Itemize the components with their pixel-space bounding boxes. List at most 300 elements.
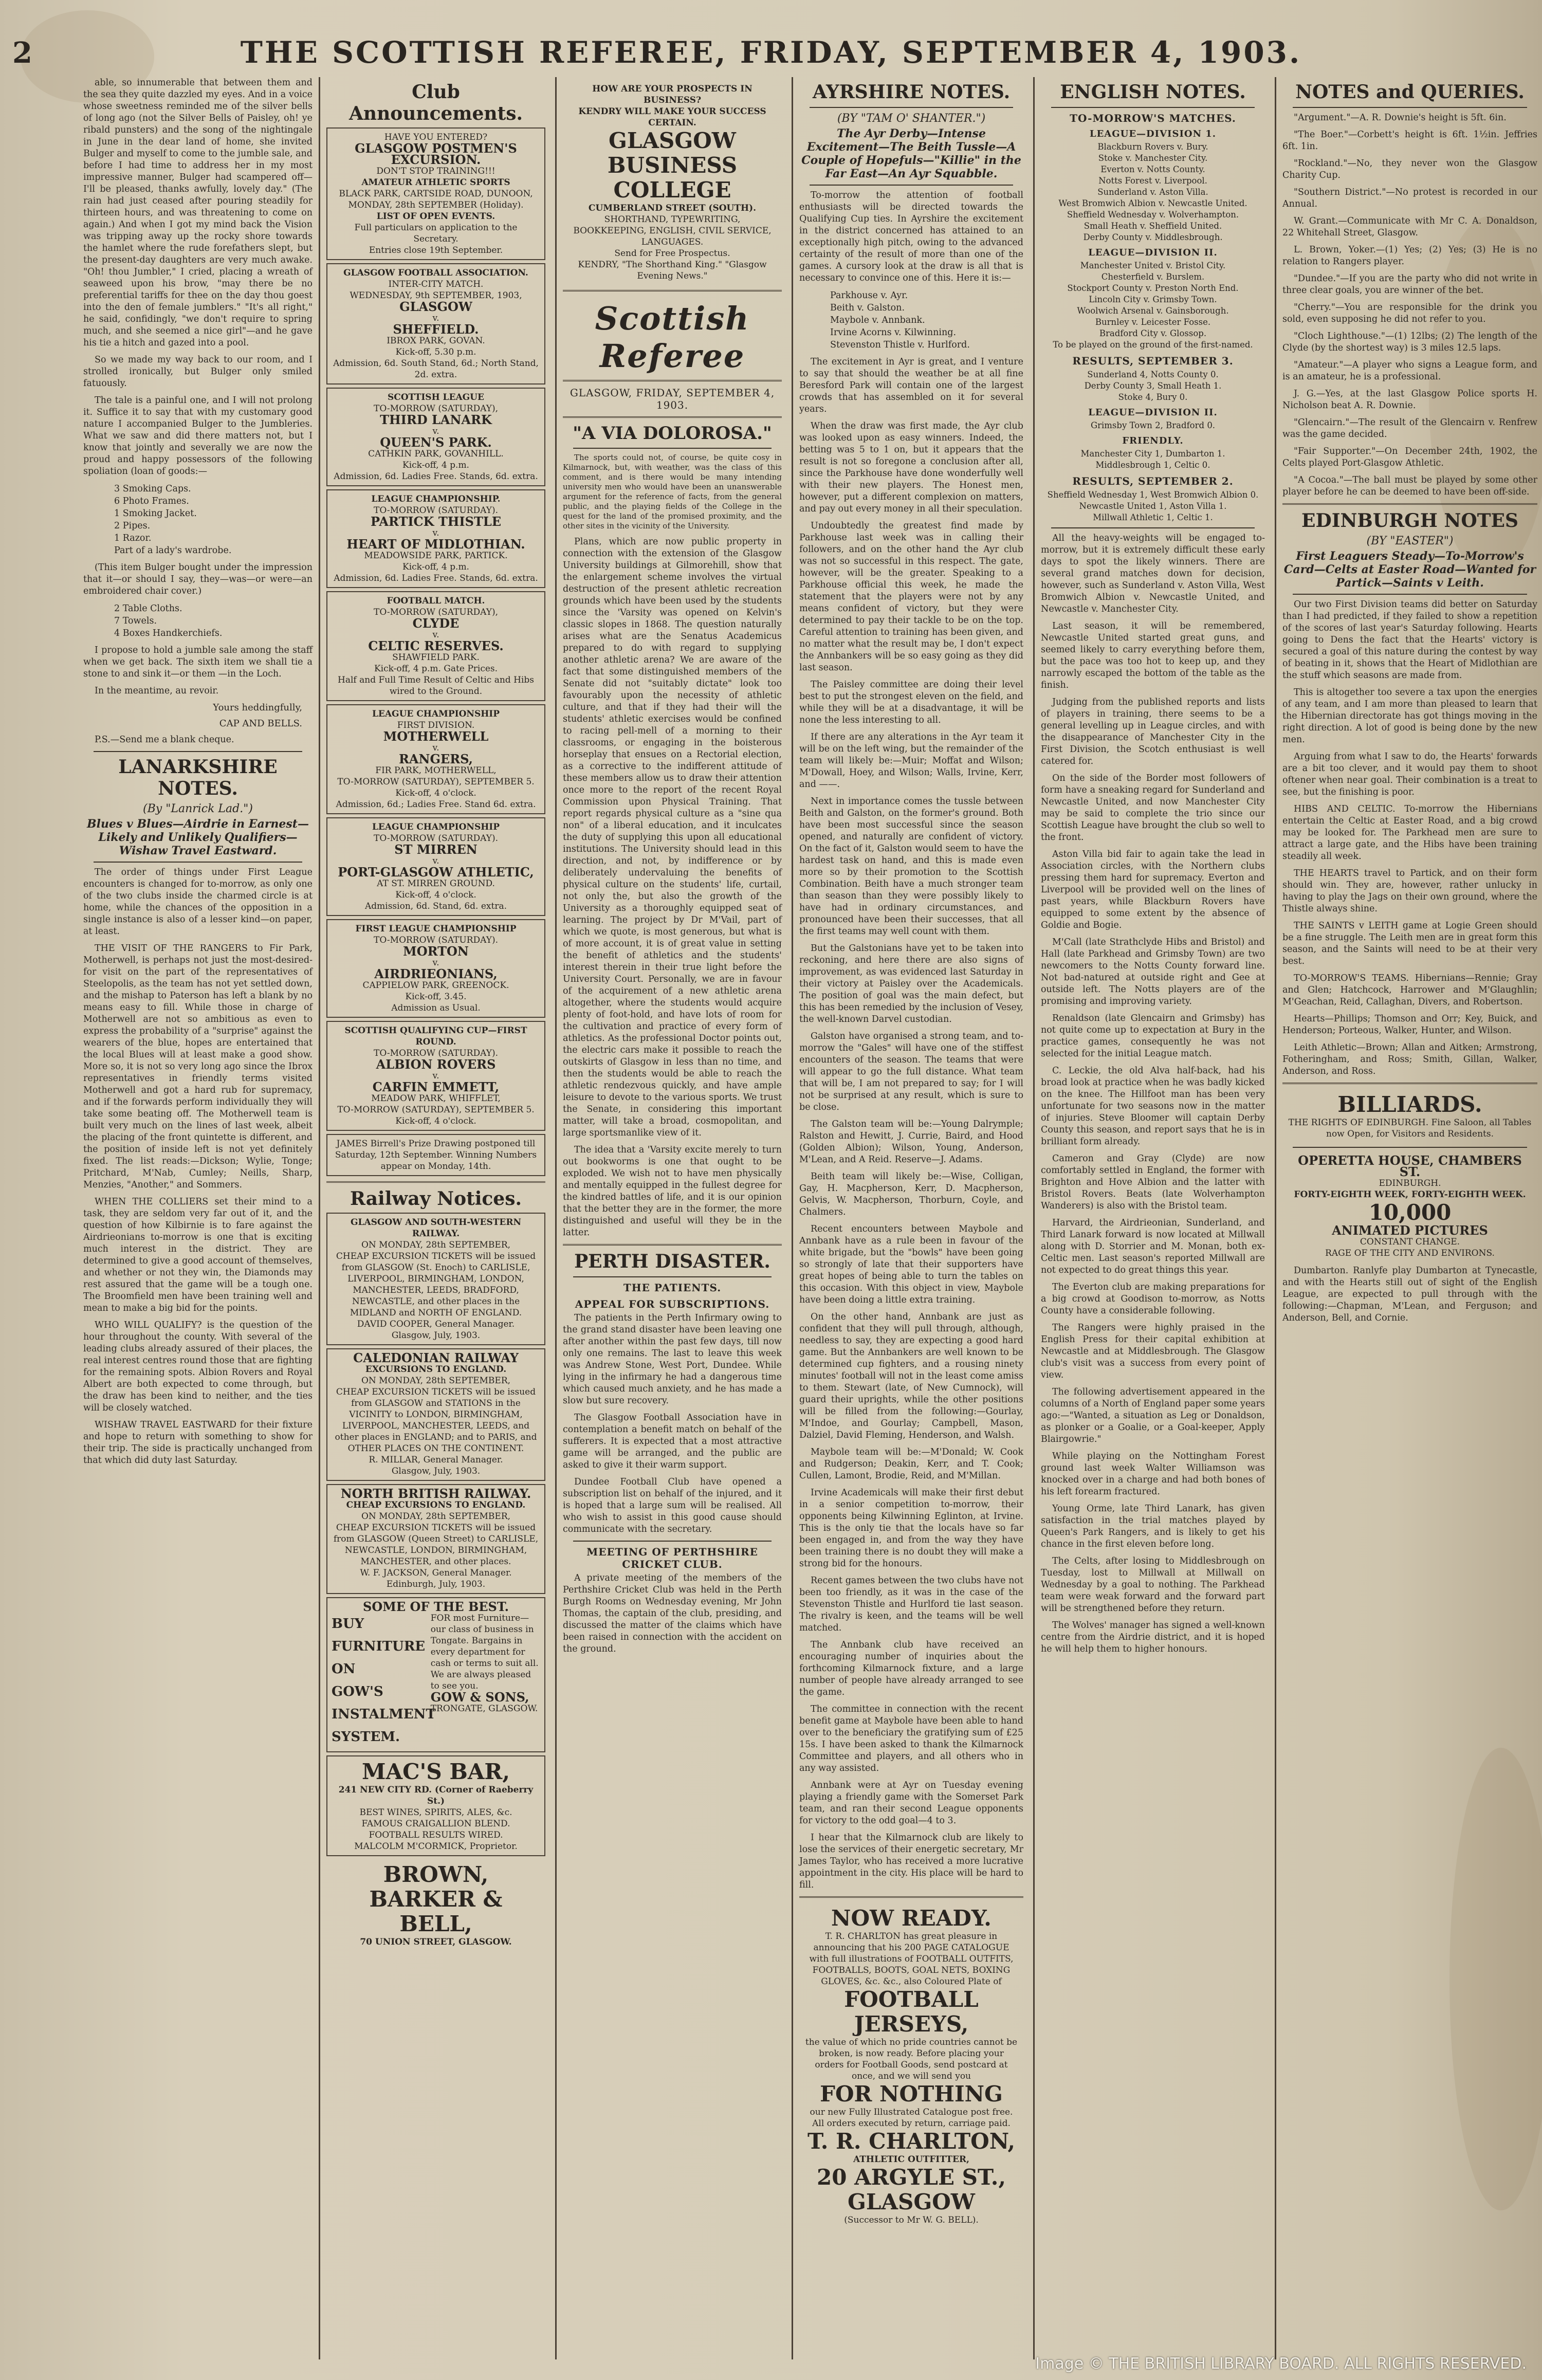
advert-gsw-railway	[326, 1213, 545, 1345]
article-paragraph: Renaldson (late Glencairn and Grimsby) has not quite come up to expectation at Bury in the practice games, consequently he was not selected for the initial League match.	[1041, 1013, 1265, 1059]
article-paragraph: The Rangers were highly praised in the English Press for their capital exhibition at Newcastle and at Middlesbrough. The Glasgow club's visit was a success from every point of view.	[1041, 1323, 1265, 1380]
newspaper-logo: Scottish Referee	[595, 300, 750, 375]
query-answer: W. Grant.—Communicate with Mr C. A. Donaldson, 22 Whitehall Street, Glasgow.	[1282, 216, 1537, 238]
ad-line: FORTY-EIGHTH WEEK, FORTY-EIGHTH WEEK.	[1294, 1189, 1526, 1200]
list-item: 1 Razor.	[114, 533, 152, 543]
ad-line: AMATEUR ATHLETIC SPORTS	[361, 177, 510, 188]
article-paragraph: Beith team will likely be:—Wise, Colligan, Gay, H. Macpherson, Kerr, D. Macpherson, Gelvis, W. Macpherson, Thorburn, Coyle, and Chalmers.	[799, 1171, 1023, 1217]
advert-business-college	[563, 80, 782, 285]
league-heading: LEAGUE—DIVISION 1.	[1089, 129, 1217, 139]
ad-line: LIST OF OPEN EVENTS.	[376, 211, 495, 222]
divider	[810, 185, 1013, 186]
article-paragraph: TO-MORROW'S TEAMS. Hibernians—Rennie; Gray and Glen; Hatchcock, Harrower and M'Glaughlin; M'Geachan, Reid, Callaghan, Divers, and Robertson.	[1282, 973, 1537, 1007]
ad-line: FIRST LEAGUE CHAMPIONSHIP	[355, 924, 517, 934]
ad-line: LEAGUE CHAMPIONSHIP	[372, 822, 500, 832]
article-paragraph: The Annbank club have received an encouraging number of inquiries about the forthcoming Kilmarnock fixture, and a large number of people have already arranged to see the game.	[799, 1640, 1023, 1697]
query-answer: "Dundee."—If you are the party who did not write in three clear goals, you are winner of the bet.	[1282, 273, 1537, 296]
ad-line: v.	[432, 743, 439, 753]
article-paragraph: The Celts, after losing to Middlesbrough on Tuesday, lost to Millwall at Millwall on Wednesday by a goal to nothing. The Parkhead team were weak forward and the forward part will be strengthened before they return.	[1041, 1556, 1265, 1614]
article-paragraph: M'Call (late Strathclyde Hibs and Bristol) and Hall (late Parkhead and Grimsby Town) are two newcomers to the Notts County forward line. Not bad-natured at outside right and Gee at outside left. The Notts players are of the promising and improving variety.	[1041, 937, 1265, 1006]
ad-title: MOTHERWELL	[383, 729, 489, 744]
ad-line: GLASGOW AND SOUTH-WESTERN RAILWAY.	[350, 1217, 521, 1239]
ad-title: NORTH BRITISH RAILWAY.	[340, 1486, 531, 1501]
ad-line: EDINBURGH.	[1379, 1178, 1441, 1188]
section-heading: ENGLISH NOTES.	[1060, 81, 1246, 103]
list-item: 4 Boxes Handkerchiefs.	[114, 628, 223, 638]
ad-line: DON'T STOP TRAINING!!!	[376, 166, 495, 176]
ad-line: Kick-off, 4 p.m.	[402, 562, 469, 572]
result: Sheffield Wednesday 1, West Bromwich Albion 0.	[1047, 490, 1259, 500]
ad-line: ON MONDAY, 28th SEPTEMBER,	[361, 1376, 511, 1386]
advert-albion-rovers	[326, 1021, 545, 1131]
ad-title: PORT-GLASGOW ATHLETIC,	[338, 865, 534, 880]
ad-line: Admission as Usual.	[391, 1003, 481, 1013]
advert-morton	[326, 919, 545, 1018]
article-paragraph: The Everton club are making preparations for a big crowd at Goodison to-morrow, as Notts County have a considerable following.	[1041, 1282, 1265, 1316]
ad-line: Glasgow, July, 1903.	[391, 1466, 481, 1476]
ad-line: Admission, 6d. South Stand, 6d.; North Stand, 2d. extra.	[333, 358, 539, 380]
league-heading: LEAGUE—DIVISION II.	[1088, 407, 1218, 418]
divider	[1282, 1083, 1537, 1084]
query-answer: "Rockland."—No, they never won the Glasgow Charity Cup.	[1282, 158, 1537, 180]
section-heading: EDINBURGH NOTES	[1301, 510, 1518, 532]
advert-operetta-house	[1282, 1152, 1537, 1262]
article-paragraph: HIBS AND CELTIC. To-morrow the Hibernians entertain the Celtic at Easter Road, and a big crowd may be looked for. The Parkhead men are sure to attract a large gate, and the Hibs have been training steadily all week.	[1282, 804, 1537, 862]
article-paragraph: The following advertisement appeared in the columns of a North of England paper some years ago:—"Wanted, a situation as Leg or Donaldson, as plonker or a Goalie, or a Goal-keeper, Apply Blairgowrie."	[1041, 1387, 1265, 1444]
subheading: MEETING OF PERTHSHIRE CRICKET CLUB.	[586, 1546, 758, 1570]
advert-partick-thistle	[326, 489, 545, 588]
section-heading: LANARKSHIRE NOTES.	[118, 756, 278, 799]
fixture: Chesterfield v. Burslem.	[1101, 272, 1205, 282]
leader-headline: "A VIA DOLOROSA."	[573, 423, 772, 444]
article-paragraph: On the other hand, Annbank are just as confident that they will pull through, although, needless to say, they are expecting a good hard game. But the Annbankers are well known to be determined cup fighters, and a rousing ninety minutes' football will not in the least come amiss to them. Stewart (late, of New Cumnock), will guard their uprights, while the other positions will be filled from the following:—Gourlay, M'Indoe, and Gourlay; Campbell, Mason, Dalziel, David Fleming, Henderson, and Walsh.	[799, 1312, 1023, 1440]
ad-line: THE RIGHTS OF EDINBURGH. Fine Saloon, all Tables now Open, for Visitors and Residents.	[1288, 1118, 1532, 1139]
article-paragraph: Arguing from what I saw to do, the Hearts' forwards are a bit too clever, and it would pay them to shoot oftener when near goal. Their combination is a treat to see, but the finishing is poor.	[1282, 752, 1537, 797]
article-paragraph: If there are any alterations in the Ayr team it will be on the left wing, but the remainder of the team will likely be:—Muir; Moffat and Wilson; M'Dowall, Hoey, and Wilson; Walls, Irvine, Kerr, and ——.	[799, 732, 1023, 790]
query-answer: "Fair Supporter."—On December 24th, 1902, the Celts played Port-Glasgow Athletic.	[1282, 446, 1537, 468]
fixture: Everton v. Notts County.	[1100, 164, 1205, 174]
column-2	[319, 77, 552, 2359]
ad-title: CLYDE	[412, 616, 460, 631]
ad-line: RAGE OF THE CITY AND ENVIRONS.	[1325, 1248, 1495, 1258]
fixture: Small Heath v. Sheffield United.	[1084, 221, 1222, 231]
copyright-watermark: Image © THE BRITISH LIBRARY BOARD. ALL RIGHTS RESERVED.	[1035, 2355, 1527, 2373]
ad-line: T. R. CHARLTON has great pleasure in announcing that his 200 PAGE CATALOGUE with full illustrations of FOOTBALL OUTFITS, FOOTBALLS, BOOTS, GOAL NETS, BOXING GLOVES, &c. &c., also Coloured Plate of	[809, 1931, 1014, 1987]
article-paragraph: Leith Athletic—Brown; Allan and Aitken; Armstrong, Fotheringham, and Ross; Smith, Gillan, Walker, Anderson, and Ross.	[1282, 1042, 1537, 1076]
divider	[1293, 594, 1527, 595]
article-paragraph: Dundee Football Club have opened a subscription list on behalf of the injured, and it is hoped that a large sum will be realised. All who wish to assist in this good cause should communicate with the secretary.	[563, 1477, 782, 1534]
ad-title: FOOTBALL JERSEYS,	[844, 1987, 979, 2037]
ad-line: Kick-off, 3.45.	[405, 992, 467, 1002]
article-paragraph: Annbank were at Ayr on Tuesday evening playing a friendly game with the Somerset Park team, and ran their second League opponents for victory to the odd goal—4 to 3.	[799, 1780, 1023, 1826]
article-paragraph: When the draw was first made, the Ayr club was looked upon as easy winners. Indeed, the betting was 5 to 1 on, but it appears that the result is not so foregone a conclusion after all, since the Parkhouse have done wonderfully well with their new players. The Honest men, however, put a different complexion on matters, and pay out every money in all their speculation.	[799, 421, 1023, 514]
article-paragraph: The Galston team will be:—Young Dalrymple; Ralston and Hewitt, J. Currie, Baird, and Hood (Golden Albion); Wilson, Young, Anderson, M'Lean, and A Reid. Reserve—J. Adams.	[799, 1119, 1023, 1165]
article-paragraph: Our two First Division teams did better on Saturday than I had predicted, if they failed to show a repetition of the scores of last year's Saturday following. Hearts going to Dens the fact that the Hearts' victory is secured a goal of this nature during the contest by way of beating in it, shows that the Heart of Midlothian are the stuff which seasons are made from.	[1282, 599, 1537, 681]
ad-body	[332, 1613, 540, 1748]
ad-title: THIRD LANARK	[380, 412, 492, 427]
ad-line: AT ST. MIRREN GROUND.	[377, 878, 495, 889]
fixture: Bradford City v. Glossop.	[1099, 328, 1207, 338]
advert-billiards	[1282, 1089, 1537, 1143]
ad-line: CATHKIN PARK, GOVANHILL.	[368, 449, 504, 459]
ad-title: ALBION ROVERS	[376, 1057, 496, 1072]
subheading: RESULTS, SEPTEMBER 3.	[1072, 355, 1234, 367]
ad-line: DAVID COOPER, General Manager.	[357, 1319, 515, 1329]
divider	[799, 1896, 1023, 1898]
ad-title: 20 ARGYLE ST., GLASGOW	[817, 2165, 1006, 2214]
ad-line: Half and Full Time Result of Celtic and Hibs wired to the Ground.	[338, 675, 534, 697]
ad-line: CHEAP EXCURSION TICKETS will be issued from GLASGOW and STATIONS in the VICINITY to LONDON, BIRMINGHAM, LIVERPOOL, MANCHESTER, LEEDS, and other places in ENGLAND; and to PARIS, and OTHER PLACES ON THE CONTINENT.	[335, 1387, 537, 1454]
byline: (BY "EASTER")	[1366, 535, 1454, 547]
ad-line: Entries close 19th September.	[369, 245, 503, 255]
ad-line: CHEAP EXCURSION TICKETS will be issued from GLASGOW (Queen Street) to CARLISLE, NEWCASTLE, LONDON, BIRMINGHAM, MANCHESTER, and other places.	[333, 1523, 539, 1567]
ad-line: TO-MORROW (SATURDAY), SEPTEMBER 5.	[337, 777, 535, 787]
section-heading: NOTES and QUERIES.	[1295, 81, 1525, 103]
ad-line: INSTALMENT	[332, 1707, 436, 1722]
ad-line: v.	[432, 528, 439, 538]
article-paragraph: Irvine Academicals will make their first debut in a senior competition to-morrow, their opponents being Kilwinning Eglinton, at Irvine. This is the only tie that the locals have so far been engaged in, and from the way they have been training there is no doubt they will make a strong bid for the honours.	[799, 1488, 1023, 1569]
masthead	[0, 21, 1542, 77]
ad-line: TO-MORROW (SATURDAY).	[374, 833, 498, 844]
divider	[563, 290, 782, 291]
article-paragraph: The tale is a painful one, and I will not prolong it. Suffice it to say that with my customary good nature I accompanied Bulger to the Jumbleries. What we saw and did there matters not, but I know that jointly and severally we are now the proud and happy possessors of the following spoliation (loan of goods:—	[83, 395, 313, 477]
subheading: THE PATIENTS.	[623, 1281, 722, 1294]
fixture: Blackburn Rovers v. Bury.	[1097, 142, 1208, 152]
ad-line: v.	[432, 1071, 439, 1081]
section-heading: PERTH DISASTER.	[574, 1251, 770, 1272]
fixture: Woolwich Arsenal v. Gainsborough.	[1077, 306, 1229, 316]
ad-line: LEAGUE CHAMPIONSHIP	[372, 709, 500, 719]
fixture: Sheffield Wednesday v. Wolverhampton.	[1067, 210, 1239, 219]
ad-line: v.	[432, 856, 439, 866]
article-paragraph: The Wolves' manager has signed a well-known centre from the Airdrie district, and it is hoped he will help them to higher honours.	[1041, 1620, 1265, 1654]
cup-draw-list	[830, 289, 1023, 351]
ad-line: Kick-off, 4 o'clock.	[395, 788, 476, 798]
article-paragraph: Galston have organised a strong team, and to-morrow the "Gales" will have one of the stiffest encounters of the season. The teams that were will appear to go the full distance. What team that will be, I am not prepared to say; for I will not be surprised at any result, which is sure to be close.	[799, 1031, 1023, 1112]
ad-title: CALEDONIAN RAILWAY	[353, 1350, 519, 1365]
article-paragraph: The idea that a 'Varsity excite merely to turn out bookworms is one that ought to be exploded. We wish not to have men physically and mentally equipped in the fullest degree for the kindred battles of life, and it is our opinion that the better they are in the former, the more distinguished and useful will they be in the latter.	[563, 1145, 782, 1238]
page-number: 2	[12, 36, 32, 70]
ad-line: FURNITURE	[332, 1639, 426, 1654]
article-paragraph: THE HEARTS travel to Partick, and on their form should win. They are, however, rather unlucky in having to play the Jags on their own ground, where the Thistle always shine.	[1282, 868, 1537, 914]
ad-title: SOME OF THE BEST.	[363, 1599, 509, 1614]
list-item: Parkhouse v. Ayr.	[830, 290, 908, 301]
ad-line: Kick-off, 4 p.m.	[402, 460, 469, 470]
fixture: To be played on the ground of the first-named.	[1053, 340, 1253, 350]
ad-line: (Successor to Mr W. G. BELL).	[844, 2215, 979, 2225]
ad-line: Admission, 6d.; Ladies Free. Stand 6d. extra.	[336, 799, 536, 810]
article-paragraph: To-morrow the attention of football enthusiasts will be directed towards the Qualifying Cup ties. In Ayrshire the excitement in the district concerned has attained to an exceptionally high pitch, owing to the advanced certainty of the result of more than one of the games. A cursory look at the draw is all that is necessary to convince one of this. Here it is:—	[799, 190, 1023, 283]
fixture: Notts Forest v. Liverpool.	[1098, 176, 1207, 186]
query-answer: L. Brown, Yoker.—(1) Yes; (2) Yes; (3) He is no relation to Rangers player.	[1282, 245, 1537, 267]
article-paragraph: The Paisley committee are doing their level best to put the strongest eleven on the field, and while they will be at a disadvantage, it will be none the less interesting to all.	[799, 680, 1023, 725]
postscript: P.S.—Send me a blank cheque.	[95, 735, 234, 745]
ad-line: TO-MORROW (SATURDAY), SEPTEMBER 5.	[337, 1105, 535, 1115]
ad-line: MEADOWSIDE PARK, PARTICK.	[364, 551, 508, 561]
article-paragraph: able, so innumerable that between them and the sea they quite dazzled my eyes. And in a voice whose sweetness reminded me of the silver bells of long ago (not the Silver Bells of Paisley, oh! ye ribald punsters) and the song of the nightingale in June in the dear land of home, she invited Bulger and myself to come to the jumble sale, and before I had time to address her in my most impressive manner, Bulger had scampered off—I'll be pleased, thanks awfully, lovely day." (The rain had just ceased after pouring steadily for thirteen hours, and was threatening to come on again.) And when I got my mind back the Vision was tripping away up the rocky shore towards the hamlet where the rude forefathers slept, but the present-day daughters are very much awake. "Oh! thou Jumbler," I cried, placing a wreath of seaweed upon his brow, "may there be no preferential tariffs for thee on the day thou goest into the den of female jumblers." "It's all right," he said, confidingly, "we don't require to spring much, and she seemed a nice girl"—and he gave his tie a hitch and gazed into a pool.	[83, 78, 313, 348]
ad-line: GLASGOW FOOTBALL ASSOCIATION.	[343, 268, 528, 278]
query-answer: "Amateur."—A player who signs a League form, and is an amateur, he is a professional.	[1282, 360, 1537, 382]
article-paragraph: Next in importance comes the tussle between Beith and Galston, on the former's ground. Both have been most successful since the season opened, and naturally are confident of victory. On the fact of it, Galston would seem to have the hardest task on hand, and this is made even more so by their promotion to the Scottish Combination. Beith have a much stronger team than season than they were possibly likely to have had in ordinary circumstances, and pronounced have been their successes, that all the first teams may well count with them.	[799, 796, 1023, 937]
ad-title: HEART OF MIDLOTHIAN.	[346, 537, 525, 552]
ad-title: QUEEN'S PARK.	[380, 435, 492, 450]
byline: (BY "TAM O' SHANTER.")	[837, 112, 986, 125]
ad-line: MONDAY, 28th SEPTEMBER (Holiday).	[348, 200, 524, 210]
result: Millwall Athletic 1, Celtic 1.	[1093, 512, 1213, 522]
fixture: Derby County v. Middlesbrough.	[1083, 232, 1223, 242]
article-paragraph: On the side of the Border most followers of form have a sneaking regard for Sunderland and Newcastle United, and now Manchester City may be said to complete the trio since our Scottish League have brought the club so well to the front.	[1041, 773, 1265, 843]
article-paragraph: In the meantime, au revoir.	[95, 686, 219, 696]
article-paragraph: The order of things under First League encounters is changed for to-morrow, as only one of the two clubs inside the charmed circle is at home, while the chances of the opposition in a single instance is also of a lesser kind—on paper, at least.	[83, 867, 313, 937]
dateline: GLASGOW, FRIDAY, SEPTEMBER 4, 1903.	[570, 387, 775, 411]
ad-line: Glasgow, July, 1903.	[391, 1330, 481, 1341]
ad-line: GOW'S	[332, 1684, 383, 1699]
ad-line: CHEAP EXCURSIONS TO ENGLAND.	[346, 1500, 526, 1510]
column-5	[1033, 77, 1271, 2359]
ad-title: CARFIN EMMETT,	[372, 1079, 500, 1094]
ad-line: FOOTBALL RESULTS WIRED.	[369, 1830, 503, 1840]
subheading: First Leaguers Steady—To-Morrow's Card—Celts at Easter Road—Wanted for Partick—Saints v Leith.	[1283, 550, 1536, 590]
column-4	[792, 77, 1030, 2359]
list-item: Maybole v. Annbank.	[830, 315, 925, 325]
article-paragraph: Young Orme, late Third Lanark, has given satisfaction in the trial matches played by Queen's Park Rangers, and is likely to get his chance in the first eleven before long.	[1041, 1504, 1265, 1549]
query-answer: "Argument."—A. R. Downie's height is 5ft. 6in.	[1294, 113, 1507, 123]
league-heading: LEAGUE—DIVISION II.	[1088, 247, 1218, 258]
ad-line: TO-MORROW (SATURDAY).	[374, 935, 498, 945]
query-answer: "Glencairn."—The result of the Glencairn v. Renfrew was the game decided.	[1282, 417, 1537, 440]
ad-line: the value of which no pride countries cannot be broken, is now ready. Before placing your orders for Football Goods, send postcard at once, and we will send you	[805, 2037, 1018, 2081]
divider	[563, 1244, 782, 1246]
article-paragraph: The patients in the Perth Infirmary owing to the grand stand disaster have been leaving one after another within the past few days, till now only one remains. The last to leave this week was Andrew Stone, West Port, Dundee. While lying in the infirmary he had a dangerous time which caused much anxiety, and he has made a slow but sure recovery.	[563, 1313, 782, 1406]
ad-line: FOOTBALL MATCH.	[387, 596, 485, 606]
ad-line: EXCURSIONS TO ENGLAND.	[365, 1364, 507, 1375]
ad-title: T. R. CHARLTON,	[807, 2129, 1016, 2154]
advert-third-lanark	[326, 388, 545, 486]
ad-title: ST MIRREN	[394, 842, 478, 857]
article-paragraph: The excitement in Ayr is great, and I venture to say that should the weather be at all fine Beresford Park will contain one of the largest crowds that has assembled on it for several years.	[799, 357, 1023, 414]
article-paragraph: THE SAINTS v LEITH game at Logie Green should be a fine struggle. The Leith men are in great form this season, and the Saints will need to be at their very best.	[1282, 921, 1537, 966]
fixture: Stoke v. Manchester City.	[1098, 153, 1208, 163]
list-item: Stevenston Thistle v. Hurlford.	[830, 340, 970, 350]
ad-line: KENDRY WILL MAKE YOUR SUCCESS CERTAIN.	[578, 106, 766, 128]
ad-line: KENDRY, "The Shorthand King." "Glasgow Evening News."	[578, 260, 767, 281]
ad-line: SYSTEM.	[332, 1729, 400, 1745]
divider	[1051, 107, 1255, 108]
ad-line: INTER-CITY MATCH.	[388, 279, 484, 289]
article-paragraph: Hearts—Phillips; Thomson and Orr; Key, Buick, and Henderson; Porteous, Walker, Hunter, and Wilson.	[1282, 1014, 1537, 1036]
divider	[326, 1181, 545, 1183]
fixture: Sunderland v. Aston Villa.	[1097, 187, 1208, 197]
article-paragraph: Undoubtedly the greatest find made by Parkhouse last week was in calling their followers, and on the other hand the Ayr club was not so successful in this respect. The gate, however, will be the greater. Speaking to a Parkhouse official this week, he made the statement that the players were not by any means confident of victory, but they were determined to pay their tackle to be on the top. Careful attention to training has been given, and no matter what the result may be, I don't expect the Annbankers will be so easy going as they did last season.	[799, 521, 1023, 673]
ad-line: W. F. JACKSON, General Manager.	[360, 1568, 512, 1578]
list-item: Irvine Acorns v. Kilwinning.	[830, 327, 957, 338]
advert-postmen-sports	[326, 127, 545, 260]
ad-line: Kick-off, 5.30 p.m.	[395, 347, 476, 357]
ad-line: JAMES Birrell's Prize Drawing postponed till Saturday, 12th September. Winning Numbers appear on Monday, 14th.	[335, 1139, 537, 1171]
ad-title: BILLIARDS.	[1337, 1092, 1482, 1117]
advert-north-british-railway	[326, 1484, 545, 1594]
column-6	[1275, 77, 1542, 2359]
ad-line: our new Fully Illustrated Catalogue post free. All orders executed by return, carriage paid.	[810, 2107, 1013, 2129]
divider	[563, 416, 782, 418]
ad-line: SCOTTISH QUALIFYING CUP—FIRST ROUND.	[344, 1026, 527, 1047]
ad-title: 10,000	[1368, 1200, 1452, 1225]
ad-line: SHAWFIELD PARK.	[392, 652, 480, 663]
ad-line: CONSTANT CHANGE.	[1360, 1237, 1460, 1247]
purchase-list	[114, 483, 313, 557]
list-item: 7 Towels.	[114, 616, 157, 626]
article-paragraph: But the Galstonians have yet to be taken into reckoning, and here there are also signs of improvement, as was evidenced last Saturday in their victory at Paisley over the Academicals. The position of goal was the main defect, but this has been remedied by the inclusion of Vesey, the well-known Darvel custodian.	[799, 943, 1023, 1024]
article-paragraph: Cameron and Gray (Clyde) are now comfortably settled in England, the former with Brighton and Hove Albion and the latter with Bristol Rovers. Beats (late Wolverhampton Wanderers) is also with the Bristol team.	[1041, 1154, 1265, 1211]
fixture: Stockport County v. Preston North End.	[1067, 283, 1239, 293]
article-paragraph: Aston Villa bid fair to again take the lead in Association circles, with the Northern clubs pressing them hard for supremacy. Everton and Liverpool will be provided well on the lines of past years, while Blackburn Rovers have equipped to some extent by the absence of Goldie and Bogie.	[1041, 849, 1265, 930]
byline: (By "Lanrick Lad.")	[143, 802, 253, 815]
article-paragraph: WHO WILL QUALIFY? is the question of the hour throughout the county. With several of the leading clubs already assured of their places, the real interest centres round those that are fighting for the remaining spots. Albion Rovers and Royal Albert are both expected to come through, but the draw has been kind to neither, and the ties will be closely watched.	[83, 1320, 313, 1413]
article-paragraph: Recent games between the two clubs have not been too friendly, as it was in the case of the Stevenston Thistle and Hurlford tie last season. The rivalry is keen, and the teams will be well matched.	[799, 1576, 1023, 1633]
list-item: 2 Table Cloths.	[114, 603, 182, 614]
masthead-title: THE SCOTTISH REFEREE, FRIDAY, SEPTEMBER 4, 1903.	[240, 35, 1302, 70]
subheading: Blues v Blues—Airdrie in Earnest—Likely and Unlikely Qualifiers—Wishaw Travel Eastward.	[87, 817, 309, 857]
ad-title: GOW & SONS,	[430, 1690, 529, 1705]
advert-birrell-draw	[326, 1134, 545, 1176]
divider	[810, 107, 1013, 108]
article-paragraph: The sports could not, of course, be quite cosy in Kilmarnock, but, with weather, was the class of this comment, and is there would be many intending university men who would have been an unanswerable argument for the reference of facts, from the general public, and the playing fields of the College in the quest for the land of the promised proximity, and the other sites in the vicinity of the University.	[563, 453, 782, 530]
divider	[1051, 527, 1255, 528]
ad-title: BROWN,	[383, 1862, 489, 1887]
ad-line: CUMBERLAND STREET (SOUTH).	[588, 203, 757, 213]
ad-title: NOW READY.	[831, 1906, 992, 1931]
subheading: APPEAL FOR SUBSCRIPTIONS.	[575, 1298, 770, 1310]
ad-line: MALCOLM M'CORMICK, Proprietor.	[354, 1841, 518, 1852]
advert-motherwell	[326, 704, 545, 814]
ad-line: v.	[432, 313, 439, 323]
list-item: 1 Smoking Jacket.	[114, 508, 197, 519]
article-paragraph: C. Leckie, the old Alva half-back, had his broad look at practice when he was badly kicked on the knee. The Hillfoot man has been very unfortunate for two seasons now in the matter of injuries. Steve Bloomer will captain Derby County this season, and report says that he is in brilliant form already.	[1041, 1066, 1265, 1147]
article-paragraph: WHEN THE COLLIERS set their mind to a task, they are seldom very far out of it, and the question of how Kilbirnie is to fare against the Airdrieonians to-morrow is one that is exciting much interest in the district. They are determined to give a good account of themselves, and whether or not they win, the Diamonds may rest assured that the game will be a tough one. The Broomfield men have been training well and mean to make a big bid for the points.	[83, 1197, 313, 1313]
query-answer: "The Boer."—Corbett's height is 6ft. 1½in. Jeffries 6ft. 1in.	[1282, 130, 1537, 152]
ad-title: MAC'S BAR,	[362, 1759, 510, 1784]
query-answer: "Cloch Lighthouse."—(1) 12lbs; (2) The length of the Clyde (by the shortest way) is 3 miles 12.5 laps.	[1282, 331, 1537, 353]
ad-line: BLACK PARK, CARTSIDE ROAD, DUNOON,	[339, 189, 533, 199]
divider	[1282, 503, 1537, 505]
divider	[573, 448, 772, 449]
article-paragraph: While playing on the Nottingham Forest ground last week Walter Williamson was knocked over in a charge and had both bones of his left forearm fractured.	[1041, 1451, 1265, 1497]
list-item: 6 Photo Frames.	[114, 496, 189, 506]
ad-title: BUSINESS COLLEGE	[607, 153, 738, 203]
ad-line: BUY	[332, 1616, 364, 1632]
fixture: Burnley v. Leicester Fosse.	[1095, 317, 1211, 327]
ad-line: ON	[332, 1661, 356, 1677]
ad-title: MORTON	[403, 944, 469, 959]
column-1	[77, 77, 319, 2359]
ad-line: TRONGATE, GLASGOW.	[430, 1704, 538, 1714]
ad-line: v.	[432, 958, 439, 968]
ad-line: SCOTTISH LEAGUE	[388, 392, 484, 402]
divider	[1293, 107, 1527, 108]
subheading: TO-MORROW'S MATCHES.	[1070, 112, 1236, 124]
ad-line: SHORTHAND, TYPEWRITING, BOOKKEEPING, ENGLISH, CIVIL SERVICE, LANGUAGES.	[573, 214, 772, 247]
list-item: Part of a lady's wardrobe.	[114, 545, 232, 556]
article-paragraph: I propose to hold a jumble sale among the staff when we get back. The sixth item we shall tie a stone to and sink it—or them —in the Loch.	[83, 645, 313, 679]
list-item: Beith v. Galston.	[830, 303, 905, 313]
divider	[94, 751, 302, 752]
signoff: Yours heddingfully,	[213, 702, 302, 713]
ad-line: ATHLETIC OUTFITTER,	[853, 2154, 969, 2165]
article-paragraph: All the heavy-weights will be engaged to-morrow, but it is extremely difficult these early days to spot the likely winners. There are several grand matches down for decision, however, such as Sunderland v. Aston Villa, West Bromwich Albion v. Newcastle United, and Newcastle v. Manchester City.	[1041, 533, 1265, 614]
query-answer: "Cherry."—You are responsible for the drink you sold, even supposing he did not refer to you.	[1282, 302, 1537, 324]
ad-line: Send for Free Prospectus.	[614, 248, 730, 259]
ad-title: ANIMATED PICTURES	[1332, 1223, 1488, 1238]
advert-caledonian-railway	[326, 1348, 545, 1481]
list-item: 2 Pipes.	[114, 521, 151, 531]
divider	[573, 1276, 772, 1277]
article-paragraph: I hear that the Kilmarnock club are likely to lose the services of their energetic secretary, Mr James Taylor, who has received a more lucrative appointment in the city. His place will be hard to fill.	[799, 1833, 1023, 1890]
section-heading: Club Announcements.	[348, 81, 523, 124]
advert-st-mirren	[326, 817, 545, 916]
ad-line: v.	[432, 426, 439, 436]
ad-line: Kick-off, 4 o'clock.	[395, 1116, 476, 1126]
result: Sunderland 4, Notts County 0.	[1087, 370, 1219, 379]
ad-title: OPERETTA HOUSE, CHAMBERS ST.	[1298, 1153, 1522, 1179]
article-paragraph: THE VISIT OF THE RANGERS to Fir Park, Motherwell, is perhaps not just the most-desired-for visit on the part of the representatives of Steelopolis, as the team has not yet settled down, and the mishap to Paterson has left a blank by no means easy to fill. While those in charge of Motherwell are not so ambitious as even to express the probability of a "surprise" against the wearers of the blue, hopes are entertained that the local Blues will at least make a good show. More so, it is not so very long ago since the Ibrox representatives in friendly terms visited Motherwell and got a hard rub for supremacy, and if the forwards perform individually they will take some beating off. The Motherwell team is built very much on the lines of last week, albeit the placing of the front quintette is different, and the position of inside left is not yet definitely fixed. The list reads:—Dickson; Wylie, Tonge; Pritchard, M'Nab, Cumley; Neills, Sharp, Menzies, "Another," and Sommers.	[83, 943, 313, 1190]
ad-line: TO-MORROW (SATURDAY).	[374, 1048, 498, 1058]
divider	[573, 1541, 772, 1542]
ad-title: CELTIC RESERVES.	[368, 638, 504, 653]
ad-line: BEST WINES, SPIRITS, ALES, &c.	[359, 1807, 512, 1818]
article-paragraph: This is altogether too severe a tax upon the energies of any team, and I am more than pleased to learn that the Hibernian directorate has got things moving in the right direction. A lot of good is being done by the new men.	[1282, 687, 1537, 745]
article-paragraph: (This item Bulger bought under the impression that it—or should I say, they—was—or were—an embroidered chair cover.)	[83, 562, 313, 596]
ad-line: R. MILLAR, General Manager.	[369, 1455, 503, 1465]
article-paragraph: A private meeting of the members of the Perthshire Cricket Club was held in the Perth Burgh Rooms on Wednesday evening, Mr John Thomas, the captain of the club, presiding, and discussed the matter of the claims which have been raised in connection with the accident on the ground.	[563, 1573, 782, 1654]
article-paragraph: Recent encounters between Maybole and Annbank have as a rule been in favour of the white brigade, but the "bowls" have been going so strongly of late that their supporters have great hopes of being able to turn the tables on this occasion. With this object in view, Maybole have been doing a little extra training.	[799, 1224, 1023, 1305]
list-item: 3 Smoking Caps.	[114, 484, 191, 494]
query-answer: "Southern District."—No protest is recorded in our Annual.	[1282, 187, 1537, 209]
ad-line: Kick-off, 4 o'clock.	[395, 890, 476, 900]
subheading: The Ayr Derby—Intense Excitement—The Beith Tussle—A Couple of Hopefuls—"Killie" in the Far East—An Ayr Squabble.	[801, 127, 1021, 180]
ad-line: HAVE YOU ENTERED?	[384, 132, 488, 142]
ad-line: IBROX PARK, GOVAN.	[387, 336, 485, 346]
result: Grimsby Town 2, Bradford 0.	[1090, 420, 1216, 430]
divider	[563, 380, 782, 381]
ad-line: FOR most Furniture—our class of business in Tongate. Bargains in every department for cash or terms to suit all. We are always pleased to see you.	[430, 1613, 539, 1691]
result: Newcastle United 1, Aston Villa 1.	[1079, 501, 1227, 511]
ad-line: TO-MORROW (SATURDAY),	[374, 404, 498, 414]
ad-title: GLASGOW	[609, 128, 736, 153]
advert-intercity-match	[326, 263, 545, 385]
article-paragraph: Harvard, the Airdrieonian, Sunderland, and Third Lanark forward is now located at Millwall along with D. Storrier and M. Monan, both ex-Celtic men. Last season's reported Millwall are not expected to do great things this year.	[1041, 1218, 1265, 1275]
ad-line: LEAGUE CHAMPIONSHIP.	[371, 494, 501, 504]
advert-clyde	[326, 591, 545, 701]
ad-line: Admission, 6d. Ladies Free. Stands, 6d. extra.	[334, 471, 538, 482]
ad-line: Edinburgh, July, 1903.	[386, 1579, 486, 1589]
article-paragraph: Last season, it will be remembered, Newcastle United started great guns, and seemed likely to carry everything before them, but the pace was too hot to keep up, and they narrowly escaped the bottom of the table as the finish.	[1041, 621, 1265, 690]
ad-line: Full particulars on application to the Secretary.	[354, 223, 518, 244]
fixture: West Bromwich Albion v. Newcastle United.	[1058, 198, 1247, 208]
ad-line: FIRST DIVISION.	[397, 720, 475, 730]
ad-line: 241 NEW CITY RD. (Corner of Raeberry St.)	[338, 1785, 534, 1806]
ad-line: TO-MORROW (SATURDAY),	[374, 607, 498, 617]
advert-macs-bar	[326, 1755, 545, 1856]
ad-line: ON MONDAY, 28th SEPTEMBER,	[361, 1240, 511, 1250]
fixture: Manchester United v. Bristol City.	[1080, 261, 1226, 270]
ad-title: GLASGOW	[399, 299, 472, 314]
column-3	[555, 77, 788, 2359]
article-paragraph: The committee in connection with the recent benefit game at Maybole have been able to hand over to the beneficiary the gratifying sum of £25 15s. I have been asked to thank the Kilmarnock Committee and players, and all others who in any way assisted.	[799, 1704, 1023, 1773]
ad-line: CAPPIELOW PARK, GREENOCK.	[362, 980, 509, 991]
result: Middlesbrough 1, Celtic 0.	[1095, 460, 1210, 470]
article-paragraph: The Glasgow Football Association have in contemplation a benefit match on behalf of the sufferers. It is expected that a most attractive game will be arranged, and the public are asked to give it their warm support.	[563, 1413, 782, 1470]
ad-title: FOR NOTHING	[820, 2081, 1003, 2107]
